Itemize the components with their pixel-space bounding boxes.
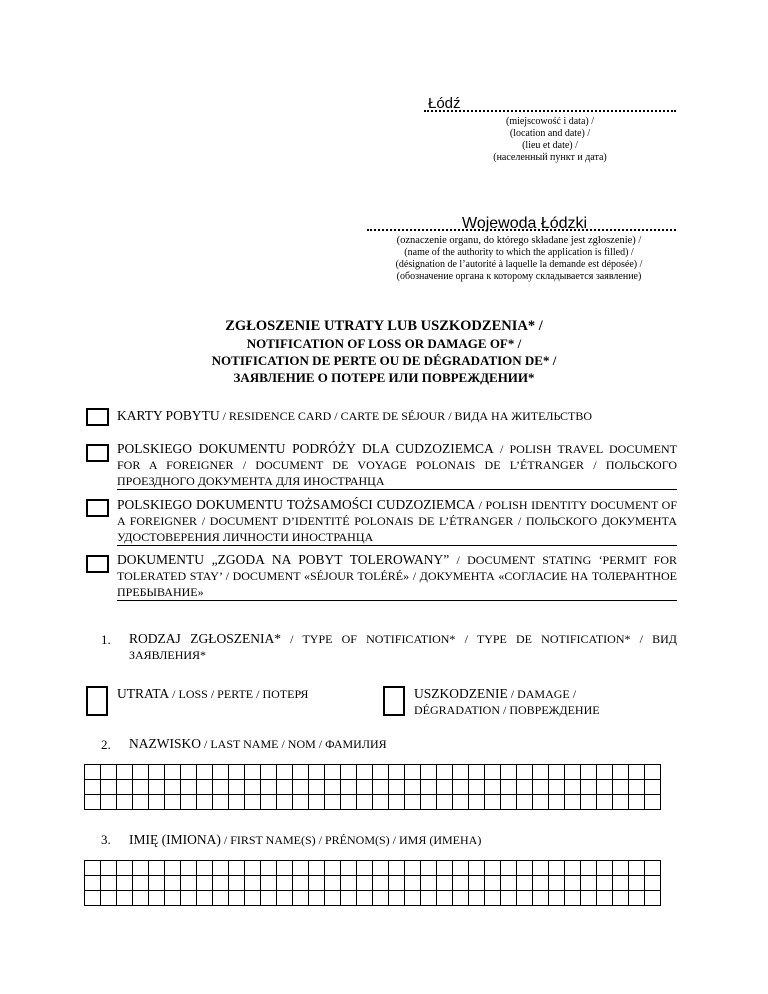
grid-cell[interactable] [597,765,613,780]
authority-caption: (oznaczenie organu, do którego składane jest zgłoszenie) / (name of the authority to which the application is filled) / (désignation de l’autorité à laquelle la demande est déposée) / (обозначение органа к которому складывается заявление) [395,235,643,282]
grid-cell[interactable] [485,876,501,891]
grid-cell[interactable] [165,795,181,810]
grid-cell[interactable] [149,780,165,795]
grid-cell[interactable] [565,876,581,891]
grid-cell[interactable] [581,876,597,891]
loss-option: UTRATA / LOSS / PERTE / ПОТЕРЯ [117,686,309,701]
grid-cell[interactable] [213,891,229,906]
grid-cell[interactable] [277,891,293,906]
grid-cell[interactable] [133,876,149,891]
section-3-heading: IMIĘ (IMIONA) / FIRST NAME(S) / PRÉNOM(S) / ИМЯ (ИМЕНА) [129,832,482,847]
residence-card-checkbox[interactable] [86,408,109,426]
grid-cell[interactable] [341,891,357,906]
grid-row[interactable] [85,876,661,891]
grid-cell[interactable] [133,795,149,810]
grid-cell[interactable] [437,861,453,876]
grid-cell[interactable] [245,780,261,795]
grid-cell[interactable] [149,765,165,780]
grid-cell[interactable] [309,876,325,891]
authority-line [367,229,676,231]
grid-cell[interactable] [517,780,533,795]
grid-cell[interactable] [325,795,341,810]
grid-cell[interactable] [149,795,165,810]
grid-cell[interactable] [277,780,293,795]
grid-cell[interactable] [629,891,645,906]
grid-cell[interactable] [293,765,309,780]
grid-cell[interactable] [389,765,405,780]
grid-cell[interactable] [645,861,661,876]
damage-checkbox[interactable] [383,686,405,716]
section-1-heading: RODZAJ ZGŁOSZENIA* / TYPE OF NOTIFICATION* / TYPE DE NOTIFICATION* / ВИД ЗАЯВЛЕНИЯ* [129,631,677,662]
grid-cell[interactable] [645,891,661,906]
grid-cell[interactable] [261,861,277,876]
grid-cell[interactable] [565,891,581,906]
grid-cell[interactable] [341,780,357,795]
grid-cell[interactable] [565,861,581,876]
grid-cell[interactable] [101,795,117,810]
grid-cell[interactable] [133,861,149,876]
grid-row[interactable] [85,861,661,876]
grid-cell[interactable] [197,891,213,906]
grid-cell[interactable] [405,861,421,876]
grid-cell[interactable] [165,861,181,876]
grid-cell[interactable] [485,891,501,906]
grid-cell[interactable] [373,795,389,810]
grid-cell[interactable] [597,795,613,810]
grid-cell[interactable] [501,780,517,795]
grid-cell[interactable] [261,795,277,810]
travel-document-option: POLSKIEGO DOKUMENTU PODRÓŻY DLA CUDZOZIEMCA / POLISH TRAVEL DOCUMENT FOR A FOREIGNER / DOCUMENT DE VOYAGE POLONAIS DE L’ÉTRANGER / ПОЛЬСКОГО ПРОЕЗДНОГО ДОКУМЕНТА ДЛЯ ИНОСТРАНЦА [117,441,677,488]
grid-cell[interactable] [597,891,613,906]
grid-cell[interactable] [613,861,629,876]
grid-cell[interactable] [293,876,309,891]
section-2-heading: NAZWISKO / LAST NAME / NOM / ФАМИЛИЯ [129,736,387,751]
grid-cell[interactable] [437,795,453,810]
grid-row[interactable] [85,780,661,795]
grid-cell[interactable] [261,891,277,906]
grid-cell[interactable] [245,795,261,810]
grid-cell[interactable] [325,876,341,891]
grid-cell[interactable] [309,891,325,906]
grid-cell[interactable] [581,765,597,780]
grid-cell[interactable] [501,861,517,876]
grid-cell[interactable] [117,795,133,810]
grid-cell[interactable] [101,765,117,780]
grid-cell[interactable] [229,861,245,876]
grid-cell[interactable] [453,795,469,810]
grid-cell[interactable] [229,780,245,795]
grid-cell[interactable] [373,780,389,795]
grid-cell[interactable] [133,765,149,780]
grid-cell[interactable] [341,765,357,780]
grid-cell[interactable] [549,861,565,876]
grid-cell[interactable] [597,876,613,891]
grid-cell[interactable] [565,765,581,780]
grid-cell[interactable] [373,765,389,780]
grid-cell[interactable] [277,765,293,780]
grid-cell[interactable] [485,765,501,780]
grid-cell[interactable] [133,780,149,795]
grid-cell[interactable] [309,780,325,795]
grid-cell[interactable] [101,780,117,795]
grid-cell[interactable] [453,780,469,795]
grid-cell[interactable] [389,780,405,795]
grid-cell[interactable] [277,876,293,891]
loss-checkbox[interactable] [86,686,108,716]
grid-cell[interactable] [549,780,565,795]
grid-cell[interactable] [181,780,197,795]
grid-cell[interactable] [181,861,197,876]
grid-cell[interactable] [165,765,181,780]
grid-cell[interactable] [277,795,293,810]
grid-cell[interactable] [181,876,197,891]
grid-cell[interactable] [533,765,549,780]
grid-cell[interactable] [261,780,277,795]
grid-cell[interactable] [197,876,213,891]
grid-cell[interactable] [405,795,421,810]
grid-cell[interactable] [421,780,437,795]
grid-cell[interactable] [85,876,101,891]
grid-cell[interactable] [645,780,661,795]
grid-cell[interactable] [229,765,245,780]
grid-cell[interactable] [197,780,213,795]
section-2-number: 2. [101,737,111,752]
grid-cell[interactable] [405,876,421,891]
grid-cell[interactable] [485,795,501,810]
grid-cell[interactable] [389,876,405,891]
grid-cell[interactable] [421,765,437,780]
grid-cell[interactable] [149,861,165,876]
place-date-value[interactable]: Łódź [428,95,461,112]
tolerated-stay-checkbox[interactable] [86,555,109,573]
grid-cell[interactable] [341,861,357,876]
grid-cell[interactable] [405,765,421,780]
grid-cell[interactable] [101,891,117,906]
grid-cell[interactable] [293,891,309,906]
grid-cell[interactable] [85,861,101,876]
grid-cell[interactable] [405,891,421,906]
form-title: ZGŁOSZENIE UTRATY LUB USZKODZENIA* / NOTIFICATION OF LOSS OR DAMAGE OF* / NOTIFICATION DE PERTE OU DE DÉGRADATION DE* / ЗАЯВЛЕНИЕ О ПОТЕРЕ ИЛИ ПОВРЕЖДЕНИИ* [211,318,557,385]
grid-cell[interactable] [197,765,213,780]
grid-cell[interactable] [469,795,485,810]
grid-row[interactable] [85,795,661,810]
grid-cell[interactable] [101,876,117,891]
grid-cell[interactable] [485,780,501,795]
grid-cell[interactable] [389,891,405,906]
grid-cell[interactable] [533,795,549,810]
grid-cell[interactable] [85,891,101,906]
grid-cell[interactable] [165,891,181,906]
grid-cell[interactable] [149,891,165,906]
grid-cell[interactable] [517,795,533,810]
grid-cell[interactable] [501,876,517,891]
grid-cell[interactable] [357,780,373,795]
grid-cell[interactable] [437,876,453,891]
grid-cell[interactable] [581,795,597,810]
grid-cell[interactable] [261,765,277,780]
grid-cell[interactable] [629,876,645,891]
grid-cell[interactable] [533,891,549,906]
last-name-grid-body[interactable] [85,765,661,810]
grid-cell[interactable] [357,876,373,891]
grid-cell[interactable] [581,861,597,876]
grid-cell[interactable] [453,861,469,876]
grid-cell[interactable] [613,780,629,795]
grid-cell[interactable] [645,795,661,810]
grid-cell[interactable] [533,780,549,795]
grid-cell[interactable] [85,795,101,810]
grid-cell[interactable] [549,765,565,780]
grid-cell[interactable] [469,780,485,795]
grid-cell[interactable] [533,876,549,891]
grid-cell[interactable] [549,795,565,810]
grid-cell[interactable] [309,765,325,780]
grid-cell[interactable] [213,795,229,810]
grid-cell[interactable] [181,765,197,780]
grid-cell[interactable] [117,780,133,795]
grid-cell[interactable] [261,876,277,891]
grid-cell[interactable] [421,861,437,876]
grid-cell[interactable] [357,795,373,810]
grid-cell[interactable] [373,876,389,891]
grid-cell[interactable] [245,891,261,906]
first-name-grid[interactable] [84,860,661,906]
grid-cell[interactable] [149,876,165,891]
grid-cell[interactable] [565,795,581,810]
grid-cell[interactable] [469,891,485,906]
grid-cell[interactable] [357,891,373,906]
grid-cell[interactable] [613,795,629,810]
grid-cell[interactable] [213,765,229,780]
damage-option: USZKODZENIE / DAMAGE / DÉGRADATION / ПОВРЕЖДЕНИЕ [414,686,600,717]
grid-cell[interactable] [277,861,293,876]
section-1-number: 1. [101,632,111,647]
grid-cell[interactable] [325,891,341,906]
travel-document-checkbox[interactable] [86,444,109,462]
authority-value[interactable]: Wojewoda Łódzki [462,215,588,232]
grid-cell[interactable] [213,876,229,891]
grid-cell[interactable] [421,891,437,906]
grid-cell[interactable] [389,795,405,810]
grid-cell[interactable] [325,780,341,795]
grid-cell[interactable] [437,765,453,780]
grid-cell[interactable] [629,780,645,795]
grid-cell[interactable] [485,861,501,876]
grid-cell[interactable] [293,861,309,876]
place-date-caption: (miejscowość i data) / (location and date) / (lieu et date) / (населенный пункт и дата) [493,116,607,163]
grid-cell[interactable] [181,795,197,810]
grid-cell[interactable] [229,891,245,906]
grid-cell[interactable] [613,891,629,906]
grid-cell[interactable] [165,876,181,891]
grid-cell[interactable] [101,861,117,876]
grid-cell[interactable] [501,765,517,780]
grid-cell[interactable] [517,876,533,891]
grid-cell[interactable] [517,891,533,906]
grid-cell[interactable] [85,765,101,780]
grid-cell[interactable] [341,876,357,891]
grid-cell[interactable] [373,861,389,876]
section-3-number: 3. [101,832,111,847]
grid-cell[interactable] [213,780,229,795]
grid-cell[interactable] [389,861,405,876]
grid-cell[interactable] [229,795,245,810]
grid-cell[interactable] [437,780,453,795]
grid-cell[interactable] [117,861,133,876]
grid-cell[interactable] [357,861,373,876]
place-date-line [424,110,676,112]
grid-cell[interactable] [293,795,309,810]
grid-cell[interactable] [197,861,213,876]
grid-cell[interactable] [293,780,309,795]
grid-cell[interactable] [469,861,485,876]
first-name-grid-body[interactable] [85,861,661,906]
grid-cell[interactable] [453,876,469,891]
identity-document-checkbox[interactable] [86,499,109,517]
residence-card-option: KARTY POBYTU / RESIDENCE CARD / CARTE DE SÉJOUR / ВИДА НА ЖИТЕЛЬСТВО [117,408,593,423]
grid-cell[interactable] [581,780,597,795]
grid-cell[interactable] [645,876,661,891]
grid-cell[interactable] [533,861,549,876]
grid-cell[interactable] [453,891,469,906]
grid-cell[interactable] [405,780,421,795]
grid-cell[interactable] [357,765,373,780]
grid-cell[interactable] [469,876,485,891]
grid-cell[interactable] [325,861,341,876]
grid-cell[interactable] [229,876,245,891]
last-name-grid[interactable] [84,764,661,810]
grid-cell[interactable] [197,795,213,810]
grid-cell[interactable] [117,765,133,780]
identity-document-option: POLSKIEGO DOKUMENTU TOŻSAMOŚCI CUDZOZIEMCA / POLISH IDENTITY DOCUMENT OF A FOREIGNER / DOCUMENT D’IDENTITÉ POLONAIS DE L’ÉTRANGER / ПОЛЬСКОГО ДОКУМЕНТА УДОСТОВЕРЕНИЯ ЛИЧНОСТИ ИНОСТРАНЦА [117,497,678,544]
grid-cell[interactable] [85,780,101,795]
grid-cell[interactable] [117,876,133,891]
grid-cell[interactable] [309,795,325,810]
grid-cell[interactable] [645,765,661,780]
grid-cell[interactable] [117,891,133,906]
grid-cell[interactable] [213,861,229,876]
grid-cell[interactable] [565,780,581,795]
grid-cell[interactable] [421,795,437,810]
grid-cell[interactable] [597,780,613,795]
grid-cell[interactable] [325,765,341,780]
grid-cell[interactable] [453,765,469,780]
grid-cell[interactable] [517,765,533,780]
grid-cell[interactable] [181,891,197,906]
grid-row[interactable] [85,891,661,906]
grid-cell[interactable] [245,861,261,876]
grid-cell[interactable] [613,876,629,891]
grid-row[interactable] [85,765,661,780]
grid-cell[interactable] [501,891,517,906]
grid-cell[interactable] [517,861,533,876]
grid-cell[interactable] [581,891,597,906]
grid-cell[interactable] [501,795,517,810]
grid-cell[interactable] [469,765,485,780]
grid-cell[interactable] [437,891,453,906]
grid-cell[interactable] [597,861,613,876]
grid-cell[interactable] [245,876,261,891]
grid-cell[interactable] [629,861,645,876]
grid-cell[interactable] [549,876,565,891]
grid-cell[interactable] [629,795,645,810]
grid-cell[interactable] [549,891,565,906]
grid-cell[interactable] [421,876,437,891]
grid-cell[interactable] [309,861,325,876]
grid-cell[interactable] [629,765,645,780]
grid-cell[interactable] [613,765,629,780]
grid-cell[interactable] [133,891,149,906]
grid-cell[interactable] [341,795,357,810]
grid-cell[interactable] [165,780,181,795]
grid-cell[interactable] [373,891,389,906]
tolerated-stay-option: DOKUMENTU „ZGODA NA POBYT TOLEROWANY” / DOCUMENT STATING ‘PERMIT FOR TOLERATED STAY’ / DOCUMENT «SÉJOUR TOLÉRÉ» / ДОКУМЕНТА «СОГЛАСИЕ НА ТОЛЕРАНТНОЕ ПРЕБЫВАНИЕ» [117,552,677,599]
grid-cell[interactable] [245,765,261,780]
